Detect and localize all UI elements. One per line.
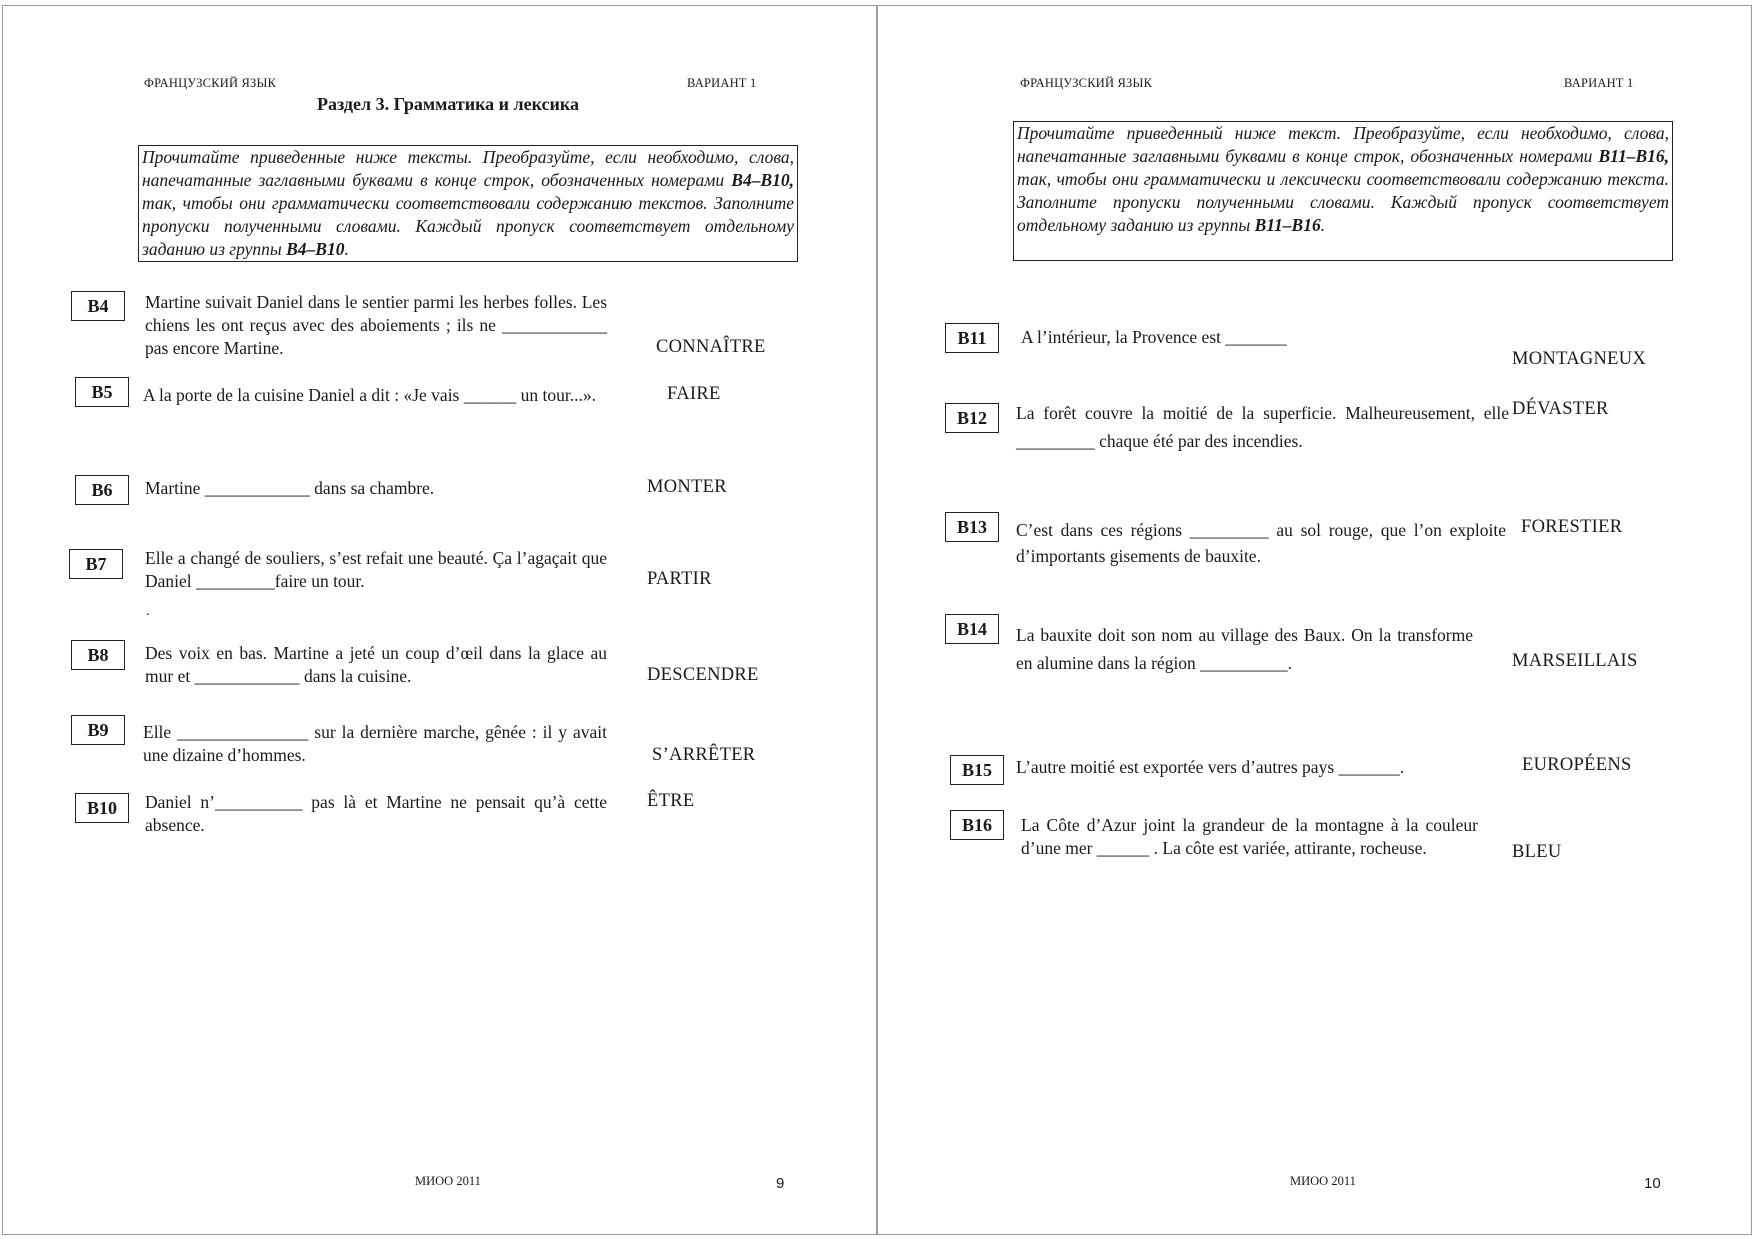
question-word-b10: ÊTRE <box>647 791 695 811</box>
question-label-b9: B9 <box>71 715 125 745</box>
question-label-b6: B6 <box>75 475 129 505</box>
question-word-b9: S’ARRÊTER <box>652 745 756 765</box>
question-text-b6: Martine ____________ dans sa chambre. <box>145 478 435 498</box>
question-text-b11: A l’intérieur, la Provence est _______ <box>1021 327 1287 347</box>
question-word-b13: FORESTIER <box>1521 517 1623 537</box>
instruction-group: B11–B16 <box>1254 215 1321 235</box>
question-word-b16: BLEU <box>1512 842 1562 862</box>
question-word-b5: FAIRE <box>667 384 721 404</box>
question-label-b10: B10 <box>75 793 129 823</box>
question-word-b8: DESCENDRE <box>647 665 759 685</box>
instruction-range: B11–B16, <box>1598 146 1670 166</box>
instruction-text: Прочитайте приведенные ниже тексты. Преобразуйте, если необходимо, слова, напечатанные заглавными буквами в конце строк, обозначенных номерами <box>142 147 794 190</box>
question-label-b11: B11 <box>945 323 999 353</box>
instruction-box <box>138 145 798 262</box>
header-variant: ВАРИАНТ 1 <box>687 76 757 90</box>
instruction-end: . <box>1320 215 1326 235</box>
question-text-b8: Des voix en bas. Martine a jeté un coup d’œil dans la glace au mur et ____________ dans la cuisine. <box>145 643 607 686</box>
question-text-b13: C’est dans ces régions _________ au sol rouge, que l’on exploite d’importants gisements de bauxite. <box>1016 520 1506 566</box>
page-left <box>2 5 877 1235</box>
question-text-b10: Daniel n’__________ pas là et Martine ne pensait qu’à cette absence. <box>145 792 607 835</box>
question-word-b15: EUROPÉENS <box>1522 755 1632 775</box>
question-text-b4: Martine suivait Daniel dans le sentier parmi les herbes folles. Les chiens les ont reçus avec des aboiements ; ils ne ____________ pas encore Martine. <box>145 292 607 358</box>
question-text-b15: L’autre moitié est exportée vers d’autres pays _______. <box>1016 757 1405 777</box>
page-number: 9 <box>776 1175 785 1192</box>
header-variant: ВАРИАНТ 1 <box>1564 76 1634 90</box>
question-word-b7: PARTIR <box>647 569 712 589</box>
header-subject: ФРАНЦУЗСКИЙ ЯЗЫК <box>144 76 277 90</box>
stray-dot: . <box>146 604 150 619</box>
footer-org: МИОО 2011 <box>415 1174 481 1188</box>
question-label-b12: B12 <box>945 403 999 433</box>
question-label-b4: B4 <box>71 291 125 321</box>
question-text-b5: A la porte de la cuisine Daniel a dit : «Je vais ______ un tour...». <box>143 385 596 405</box>
question-text-b9: Elle _______________ sur la dernière marche, gênée : il y avait une dizaine d’hommes. <box>143 722 607 765</box>
question-word-b4: CONNAÎTRE <box>656 337 766 357</box>
question-word-b14: MARSEILLAIS <box>1512 651 1638 671</box>
question-text-b12: La forêt couvre la moitié de la superficie. Malheureusement, elle _________ chaque été par des incendies. <box>1016 403 1509 451</box>
instruction-text: Прочитайте приведенный ниже текст. Преобразуйте, если необходимо, слова, напечатанные заглавными буквами в конце строк, обозначенных номерами <box>1017 123 1669 166</box>
header-subject: ФРАНЦУЗСКИЙ ЯЗЫК <box>1020 76 1153 90</box>
instruction-box <box>1013 121 1673 261</box>
question-text-b14: La bauxite doit son nom au village des Baux. On la transforme en alumine dans la région __________. <box>1016 625 1473 673</box>
instruction-text-2: так, чтобы они грамматически соответствовали содержанию текстов. Заполните пропуски полученными словами. Каждый пропуск соответствует отдельному заданию из группы <box>142 193 794 259</box>
question-label-b7: B7 <box>69 549 123 579</box>
instruction-end: . <box>344 239 349 259</box>
question-label-b15: B15 <box>950 755 1004 785</box>
instruction-text-2: так, чтобы они грамматически и лексически соответствовали содержанию текста. Заполните пропуски полученными словами. Каждый пропуск соответствует отдельному заданию из группы <box>1017 169 1669 235</box>
question-word-b6: MONTER <box>647 477 727 497</box>
section-title: Раздел 3. Грамматика и лексика <box>317 94 580 114</box>
question-label-b16: B16 <box>950 810 1004 840</box>
question-label-b13: B13 <box>945 512 999 542</box>
instruction-range: B4–B10, <box>731 170 794 190</box>
instruction-group: B4–B10 <box>286 239 345 259</box>
page-right <box>877 5 1752 1235</box>
question-label-b14: B14 <box>945 614 999 644</box>
question-word-b12: DÉVASTER <box>1512 399 1609 419</box>
question-text-b7: Elle a changé de souliers, s’est refait une beauté. Ça l’agaçait que Daniel _________faire un tour. <box>145 548 607 591</box>
question-word-b11: MONTAGNEUX <box>1512 349 1647 369</box>
question-label-b5: B5 <box>75 377 129 407</box>
footer-org: МИОО 2011 <box>1290 1174 1356 1188</box>
question-text-b16: La Côte d’Azur joint la grandeur de la montagne à la couleur d’une mer ______ . La côte est variée, attirante, rocheuse. <box>1021 815 1478 858</box>
question-label-b8: B8 <box>71 640 125 670</box>
page-number: 10 <box>1644 1175 1661 1192</box>
